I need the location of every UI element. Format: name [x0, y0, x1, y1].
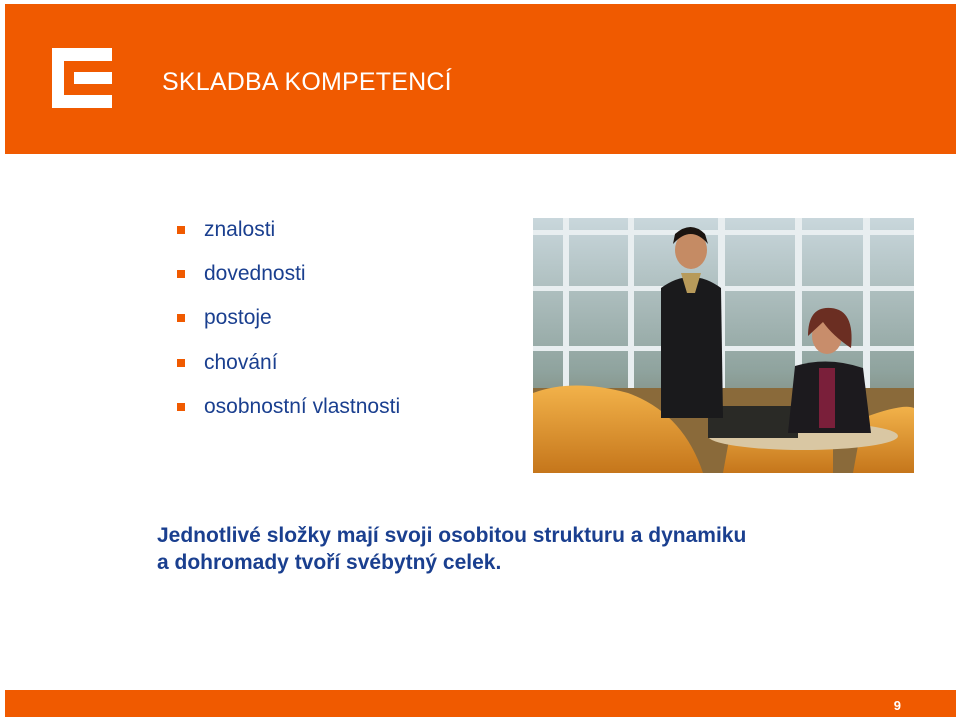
footer-bar [5, 690, 956, 717]
list-item-label: postoje [204, 306, 272, 329]
list-item-label: znalosti [204, 218, 276, 241]
cez-logo-icon [52, 48, 112, 108]
statement-line-2: a dohromady tvoří svébytný celek. [157, 551, 502, 574]
competence-list [175, 215, 400, 436]
list-item [175, 392, 400, 436]
title-bar [5, 4, 956, 154]
page-number: 9 [893, 698, 901, 713]
bullet-icon [177, 359, 185, 367]
list-item [175, 303, 400, 348]
bullet-icon [177, 314, 185, 322]
list-item [175, 348, 400, 392]
list-item [175, 259, 400, 303]
bullet-icon [177, 226, 185, 234]
statement-line-1: Jednotlivé složky mají svoji osobitou strukturu a dynamiku [157, 524, 747, 547]
business-meeting-photo [533, 218, 914, 473]
list-item-label: chování [204, 351, 278, 374]
summary-statement [157, 522, 877, 576]
bullet-icon [177, 403, 185, 411]
bullet-icon [177, 270, 185, 278]
list-item-label: dovednosti [204, 262, 306, 285]
list-item [175, 215, 400, 259]
list-item-label: osobnostní vlastnosti [204, 395, 401, 418]
photo-illustration [533, 218, 914, 473]
slide-title: SKLADBA KOMPETENCÍ [162, 68, 452, 96]
